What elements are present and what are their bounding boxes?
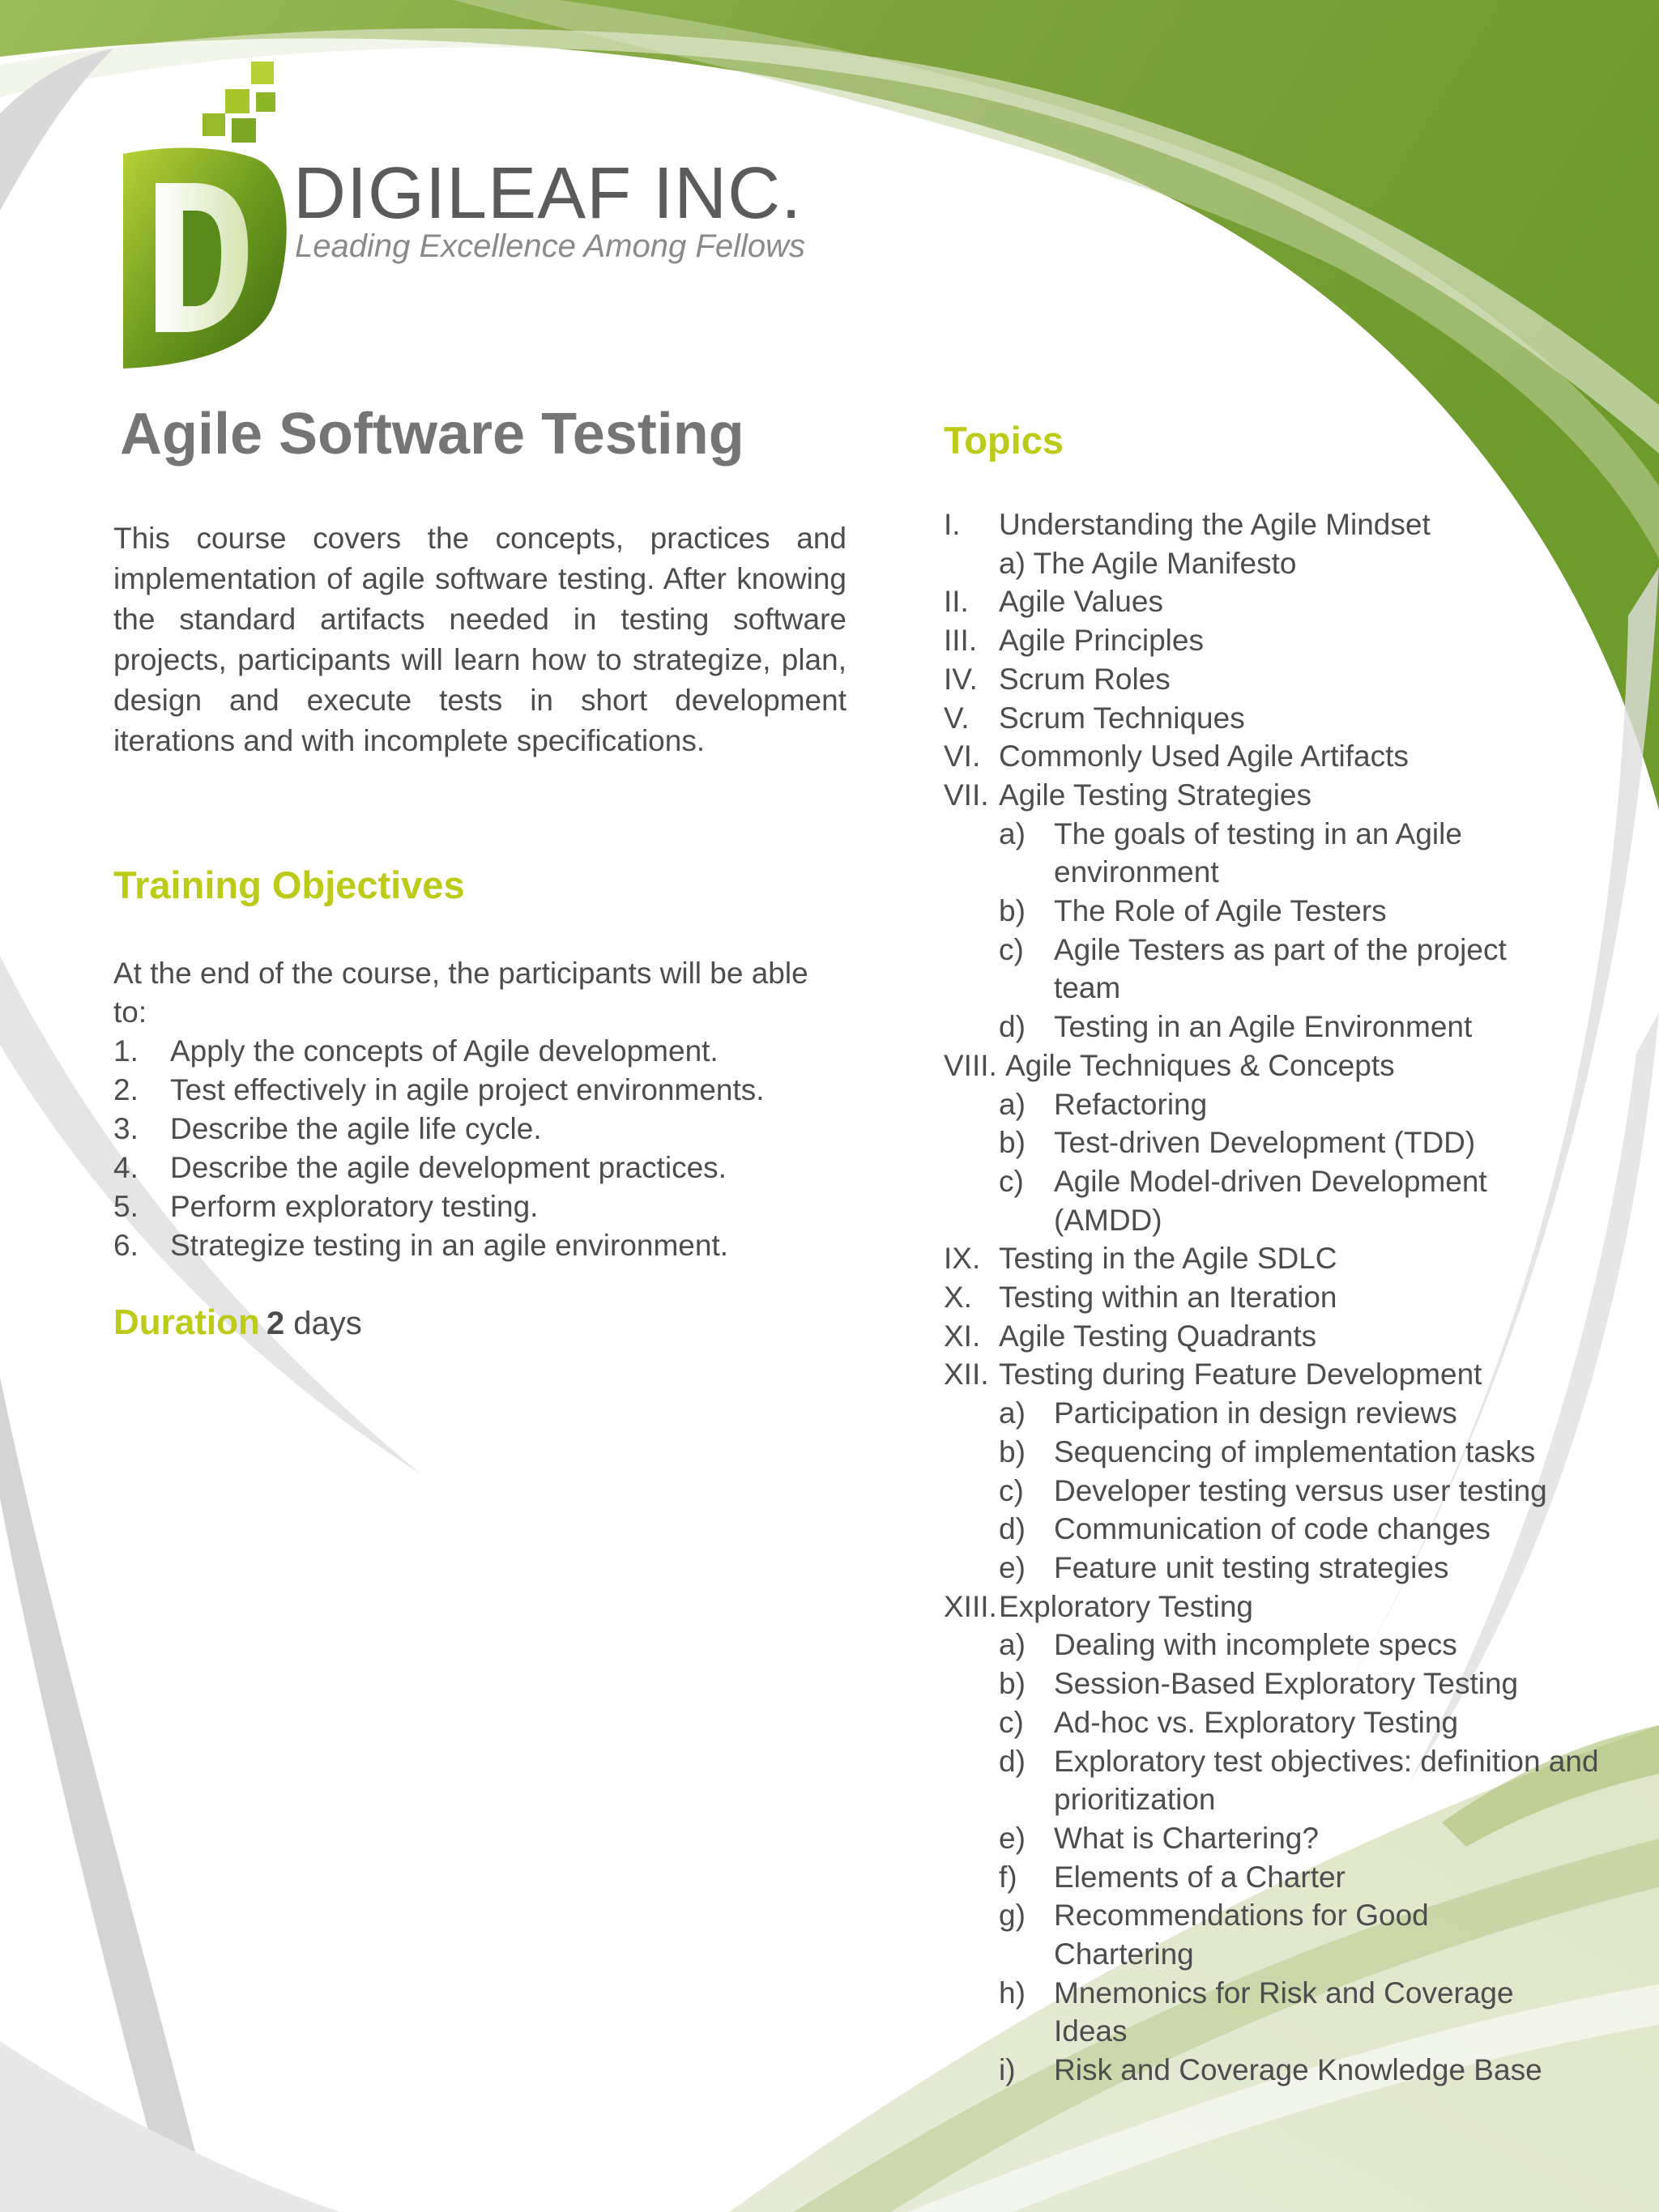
subitem-letter: a)	[999, 816, 1026, 850]
topic-item	[944, 1588, 1621, 1626]
objective-text: Describe the agile development practices.	[170, 1151, 727, 1184]
topic-subitem	[944, 1626, 1621, 1664]
subitem-letter: e)	[999, 1821, 1026, 1855]
subitem-letter: b)	[999, 1434, 1026, 1468]
subitem-text: Elements of a Charter	[1054, 1860, 1346, 1894]
subitem-letter: d)	[999, 1744, 1026, 1778]
subitem-letter: b)	[999, 894, 1026, 928]
digileaf-d-logo-icon	[113, 57, 300, 373]
subitem-letter: c)	[999, 1473, 1024, 1507]
subitem-letter: c)	[999, 932, 1024, 966]
objective-text: Describe the agile life cycle.	[170, 1112, 542, 1145]
objective-number: 6.	[113, 1229, 139, 1262]
topic-subitem	[944, 1123, 1621, 1162]
topic-item	[944, 699, 1621, 738]
subitem-text: Sequencing of implementation tasks	[1054, 1434, 1536, 1468]
topic-number: I.	[944, 508, 961, 541]
objective-item	[113, 1110, 765, 1149]
subitem-text: The goals of testing in an Agile environment	[1054, 816, 1462, 889]
topic-subitem	[944, 1549, 1621, 1588]
topic-number: II.	[944, 585, 969, 619]
subitem-text: Exploratory test objectives: definition and prioritization	[1054, 1744, 1599, 1817]
topic-label: Agile Testing Quadrants	[999, 1319, 1317, 1353]
subitem-letter: i)	[999, 2053, 1016, 2087]
topic-item	[944, 505, 1621, 544]
training-objectives-heading: Training Objectives	[113, 863, 465, 906]
topic-number: IV.	[944, 662, 978, 696]
topics-list	[944, 505, 1621, 2090]
subitem-letter: d)	[999, 1512, 1026, 1546]
company-tagline: Leading Excellence Among Fellows	[295, 228, 805, 264]
topic-subitem	[944, 1510, 1621, 1549]
objective-text: Apply the concepts of Agile development.	[170, 1034, 719, 1068]
topic-number: X.	[944, 1281, 972, 1315]
subitem-letter: c)	[999, 1164, 1024, 1198]
subitem-text: Developer testing versus user testing	[1054, 1473, 1547, 1507]
subitem-text: Refactoring	[1054, 1087, 1208, 1121]
objectives-intro: At the end of the course, the participants will be able to:	[113, 957, 808, 1029]
topic-number: VI.	[944, 739, 981, 774]
topic-label: Exploratory Testing	[999, 1589, 1253, 1623]
course-description: This course covers the concepts, practices and implementation of agile software testing. After knowing the standard artifacts needed in testing software projects, participants will learn how to strategize, plan, design and execute tests in short development iterations and with incomplete specifications.	[113, 522, 847, 757]
topic-number: XI.	[944, 1319, 981, 1353]
subitem-text: Recommendations for Good Chartering	[1054, 1899, 1429, 1971]
subitem-letter: e)	[999, 1550, 1026, 1584]
topic-item	[944, 1239, 1621, 1278]
objective-item	[113, 1071, 765, 1110]
topic-subitem	[944, 815, 1621, 892]
topic-item	[944, 737, 1621, 776]
subitem-letter: h)	[999, 1975, 1026, 2010]
objective-number: 3.	[113, 1112, 139, 1145]
topic-subitem	[944, 1394, 1621, 1433]
subitem-text: Dealing with incomplete specs	[1054, 1628, 1457, 1662]
topic-subitem	[944, 1085, 1621, 1124]
subitem-text: Test-driven Development (TDD)	[1054, 1126, 1476, 1160]
topic-item	[944, 621, 1621, 660]
topic-subitem	[944, 892, 1621, 931]
topic-subitem	[944, 931, 1621, 1008]
topic-label: Scrum Techniques	[999, 701, 1245, 735]
topic-number: III.	[944, 624, 978, 658]
topic-subitem	[944, 1819, 1621, 1858]
topic-number: IX.	[944, 1242, 981, 1276]
subitem-text: Feature unit testing strategies	[1054, 1550, 1449, 1584]
topic-subitem: a) The Agile Manifesto	[999, 546, 1297, 580]
topic-subitem	[944, 1472, 1621, 1511]
topic-label: Agile Techniques & Concepts	[1005, 1048, 1395, 1082]
topic-number: XIII.	[944, 1589, 997, 1623]
topic-item	[944, 660, 1621, 699]
topic-subitem	[944, 1703, 1621, 1742]
topic-subitem	[944, 1858, 1621, 1897]
duration-value: 2	[266, 1306, 285, 1341]
duration-label: Duration	[113, 1302, 260, 1342]
topic-item	[944, 582, 1621, 621]
subitem-text: Mnemonics for Risk and Coverage Ideas	[1054, 1975, 1514, 2048]
subitem-letter: d)	[999, 1010, 1026, 1044]
objective-number: 2.	[113, 1073, 139, 1106]
topic-number: VII.	[944, 778, 989, 812]
objective-text: Test effectively in agile project environments.	[170, 1073, 765, 1106]
subitem-text: Testing in an Agile Environment	[1054, 1010, 1473, 1044]
topic-item	[944, 1046, 1621, 1085]
topic-number: XII.	[944, 1357, 989, 1392]
objective-item	[113, 1032, 765, 1071]
topic-subitem	[944, 1664, 1621, 1703]
subitem-text: Risk and Coverage Knowledge Base	[1054, 2053, 1542, 2087]
topic-number: V.	[944, 701, 970, 735]
objective-number: 1.	[113, 1034, 139, 1068]
subitem-letter: g)	[999, 1899, 1026, 1933]
subitem-text: Agile Testers as part of the project team	[1054, 932, 1507, 1005]
company-logo	[113, 57, 805, 373]
topic-subitem	[944, 1433, 1621, 1472]
subitem-letter: a)	[999, 1396, 1026, 1430]
topic-item	[944, 1317, 1621, 1356]
topic-item	[944, 776, 1621, 815]
duration-line	[113, 1302, 362, 1343]
company-name: DIGILEAF INC.	[293, 153, 803, 234]
subitem-text: Session-Based Exploratory Testing	[1054, 1667, 1519, 1701]
topic-label: Understanding the Agile Mindset	[999, 508, 1431, 541]
topic-label: Scrum Roles	[999, 662, 1171, 696]
objective-item	[113, 1187, 765, 1226]
subitem-text: Communication of code changes	[1054, 1512, 1491, 1546]
subitem-text: Participation in design reviews	[1054, 1396, 1457, 1430]
objectives-list	[113, 1032, 765, 1265]
objective-number: 4.	[113, 1151, 139, 1184]
topic-label: Agile Testing Strategies	[999, 778, 1311, 812]
subitem-letter: a)	[999, 1087, 1026, 1121]
topic-item	[944, 1278, 1621, 1317]
objective-item	[113, 1149, 765, 1187]
topic-label: Testing during Feature Development	[999, 1357, 1482, 1392]
objective-text: Strategize testing in an agile environment.	[170, 1229, 729, 1262]
duration-unit: days	[293, 1306, 362, 1341]
subitem-letter: a)	[999, 1628, 1026, 1662]
objective-number: 5.	[113, 1190, 139, 1223]
topic-label: Agile Values	[999, 585, 1163, 619]
subitem-text: What is Chartering?	[1054, 1821, 1319, 1855]
topic-label: Testing in the Agile SDLC	[999, 1242, 1337, 1276]
subitem-letter: b)	[999, 1667, 1026, 1701]
objective-text: Perform exploratory testing.	[170, 1190, 539, 1223]
objective-item	[113, 1226, 765, 1265]
topics-heading: Topics	[944, 419, 1064, 462]
subitem-letter: b)	[999, 1126, 1026, 1160]
subitem-letter: f)	[999, 1860, 1017, 1894]
subitem-text: The Role of Agile Testers	[1054, 894, 1387, 928]
subitem-text: Ad-hoc vs. Exploratory Testing	[1054, 1705, 1459, 1739]
topic-label: Commonly Used Agile Artifacts	[999, 739, 1409, 774]
subitem-text: Agile Model-driven Development (AMDD)	[1054, 1164, 1487, 1237]
topic-label: Agile Principles	[999, 624, 1204, 658]
topic-subitem	[944, 1742, 1621, 1819]
topic-subitem	[944, 2051, 1621, 2090]
course-title: Agile Software Testing	[120, 402, 744, 467]
topic-subitem	[944, 1896, 1621, 1973]
subitem-letter: c)	[999, 1705, 1024, 1739]
topic-number: VIII.	[944, 1048, 997, 1082]
topic-subitem	[944, 1008, 1621, 1046]
topic-subitem	[944, 1974, 1621, 2051]
topic-subitem	[944, 1162, 1621, 1239]
topic-item	[944, 1355, 1621, 1394]
topic-label: Testing within an Iteration	[999, 1281, 1337, 1315]
